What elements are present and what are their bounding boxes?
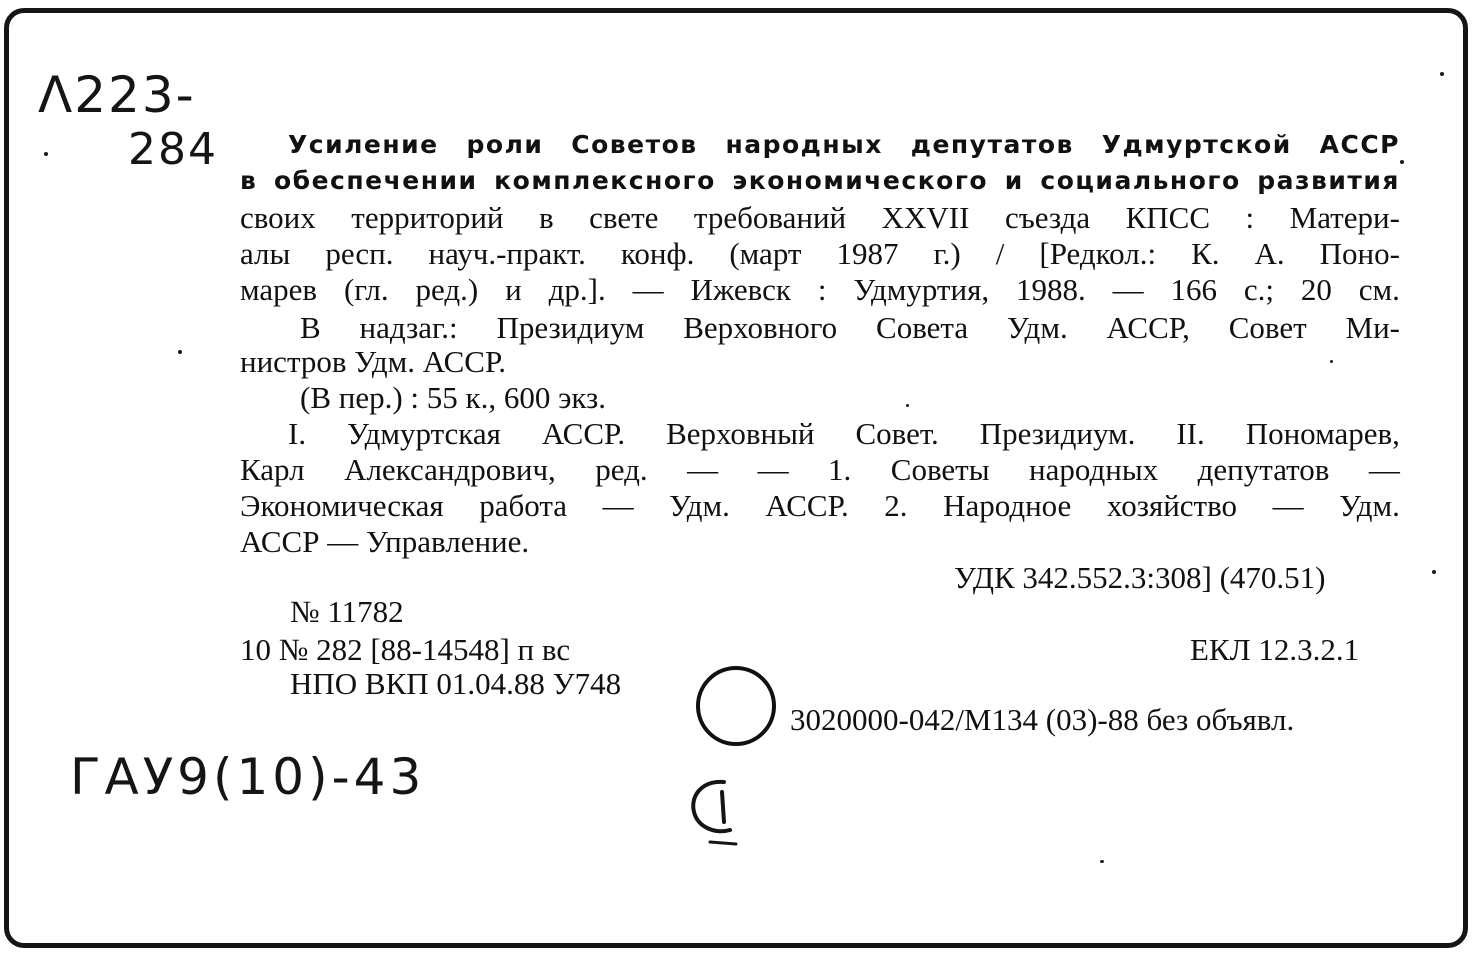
tracing-line (240, 488, 1400, 524)
word: Удмуртской (1101, 130, 1292, 159)
word: др.]. (548, 272, 606, 307)
word: 1. (828, 452, 852, 487)
tracing-last: АССР — Управление. (240, 524, 530, 559)
title-line (240, 200, 1400, 236)
word: г.) (933, 236, 961, 271)
word: — (602, 488, 634, 523)
note-line-last: нистров Удм. АССР. (240, 344, 507, 379)
word: в (240, 166, 258, 195)
word: XXVII (881, 200, 970, 235)
word: — (687, 452, 719, 487)
word: науч.-практ. (428, 236, 586, 271)
word: и (1004, 166, 1024, 195)
order-line: 10 № 282 [88-14548] п вс (240, 632, 571, 667)
word: Пономарев, (1245, 416, 1400, 451)
handwritten-archive-code: ГАУ9(10)-43 (70, 748, 426, 806)
word: Верховного (683, 310, 838, 345)
word: — (1272, 488, 1304, 523)
small-circle-mark (684, 776, 754, 848)
printing-info: НПО ВКП 01.04.88 У748 (290, 666, 622, 701)
word: своих (240, 200, 316, 235)
word: Удм. (669, 488, 730, 523)
word: : (817, 272, 827, 307)
word: Совет (1228, 310, 1307, 345)
word: I. (288, 416, 307, 451)
scan-speck (1400, 160, 1404, 164)
word: Президиум. (979, 416, 1136, 451)
word: народных (725, 130, 883, 159)
word: требований (693, 200, 847, 235)
scan-speck (1440, 72, 1444, 76)
udc-code: УДК 342.552.3:308] (470.51) (954, 560, 1326, 595)
word: II. (1176, 416, 1205, 451)
word: АССР, (1106, 310, 1190, 345)
index-code: 3020000-042/М134 (03)-88 без объявл. (790, 702, 1295, 737)
word: хозяйство (1106, 488, 1238, 523)
word: : (1245, 200, 1255, 235)
title-line (240, 166, 1400, 202)
scan-speck (178, 350, 182, 354)
word: В (300, 310, 321, 345)
word: Удм. (1339, 488, 1400, 523)
word: / (995, 236, 1005, 271)
circle-stamp (696, 666, 776, 746)
word: съезда (1004, 200, 1091, 235)
word: Президиум (496, 310, 645, 345)
word: социального (1040, 166, 1241, 195)
word: Карл (240, 452, 305, 487)
word: ред. (595, 452, 648, 487)
word: 2. (884, 488, 908, 523)
word: Ми- (1345, 310, 1400, 345)
word: КПСС (1125, 200, 1211, 235)
handwritten-shelfmark-line1: Λ223- (38, 66, 196, 124)
scan-speck (1100, 860, 1104, 863)
word: Матери- (1289, 200, 1400, 235)
title-line (240, 272, 1400, 308)
scan-speck (44, 152, 48, 156)
word: Народное (943, 488, 1072, 523)
word: см. (1358, 272, 1400, 307)
word: развития (1257, 166, 1400, 195)
word: 1987 (836, 236, 899, 271)
tracing-line (288, 416, 1400, 452)
word: Александрович, (344, 452, 556, 487)
word: свете (589, 200, 659, 235)
tracing-line (240, 452, 1400, 488)
word: Удмуртия, (853, 272, 990, 307)
handwritten-shelfmark-line2: 284 (128, 124, 218, 175)
word: (март (729, 236, 802, 271)
word: ред.) (415, 272, 479, 307)
word: Удм. (1006, 310, 1068, 345)
word: депутатов (910, 130, 1074, 159)
word: депутатов (1197, 452, 1330, 487)
title-line (240, 236, 1400, 272)
word: Совет. (855, 416, 939, 451)
word: — (1368, 452, 1400, 487)
word: Поно- (1319, 236, 1400, 271)
card-number: № 11782 (290, 594, 404, 629)
ekl-code: ЕКЛ 12.3.2.1 (1190, 632, 1360, 667)
word: марев (240, 272, 318, 307)
price-line: (В пер.) : 55 к., 600 экз. (300, 380, 607, 415)
word: территорий (351, 200, 504, 235)
word: А. (1254, 236, 1285, 271)
word: экономического (732, 166, 989, 195)
word: [Редкол.: (1039, 236, 1157, 271)
word: — (632, 272, 664, 307)
word: Удмуртская (347, 416, 501, 451)
word: Усиление (288, 130, 439, 159)
word: с.; (1243, 272, 1275, 307)
word: Верховный (666, 416, 815, 451)
scan-speck (1432, 570, 1436, 574)
word: конф. (620, 236, 695, 271)
title-line (288, 130, 1400, 166)
word: работа (479, 488, 568, 523)
word: алы (240, 236, 291, 271)
word: Советы (890, 452, 990, 487)
word: Советов (571, 130, 698, 159)
word: 166 (1170, 272, 1217, 307)
word: Совета (876, 310, 969, 345)
word: Экономическая (240, 488, 444, 523)
word: в (539, 200, 554, 235)
scan-speck (906, 404, 909, 407)
word: К. (1191, 236, 1220, 271)
word: 1988. (1015, 272, 1086, 307)
word: роли (466, 130, 544, 159)
word: АССР. (541, 416, 626, 451)
word: АССР (1319, 130, 1400, 159)
note-line (300, 310, 1400, 346)
word: обеспечении (273, 166, 478, 195)
word: — (1112, 272, 1144, 307)
word: — (757, 452, 789, 487)
scan-speck (1330, 360, 1333, 363)
word: и (505, 272, 522, 307)
word: (гл. (343, 272, 389, 307)
word: комплексного (494, 166, 716, 195)
word: надзаг.: (359, 310, 458, 345)
word: респ. (325, 236, 394, 271)
word: народных (1029, 452, 1159, 487)
word: Ижевск (690, 272, 791, 307)
word: 20 (1300, 272, 1332, 307)
word: АССР. (765, 488, 849, 523)
